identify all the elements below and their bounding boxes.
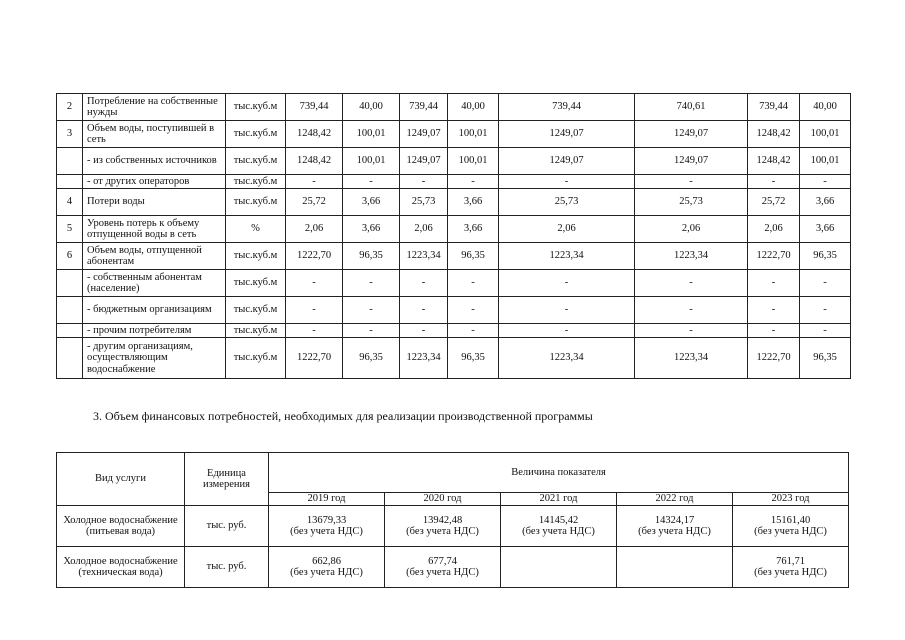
row-value: 3,66 bbox=[343, 189, 400, 216]
row-name: - бюджетным организациям bbox=[83, 297, 226, 324]
row-number: 3 bbox=[57, 121, 83, 148]
year-header: 2020 год bbox=[385, 493, 501, 506]
row-value: 1223,34 bbox=[400, 338, 448, 379]
row-value: 1249,07 bbox=[635, 121, 748, 148]
row-name: Потери воды bbox=[83, 189, 226, 216]
row-number bbox=[57, 338, 83, 379]
row-number bbox=[57, 175, 83, 189]
row-unit: тыс.куб.м bbox=[226, 94, 286, 121]
row-name: - от других операторов bbox=[83, 175, 226, 189]
table-row bbox=[57, 270, 851, 297]
row-unit: тыс.куб.м bbox=[226, 324, 286, 338]
row-value: 96,35 bbox=[343, 338, 400, 379]
row-name: - прочим потребителям bbox=[83, 324, 226, 338]
row-value: 739,44 bbox=[499, 94, 635, 121]
row-value: 25,73 bbox=[400, 189, 448, 216]
amount-cell bbox=[385, 506, 501, 547]
row-value: - bbox=[448, 297, 499, 324]
row-unit: тыс.куб.м bbox=[226, 148, 286, 175]
row-value: 96,35 bbox=[800, 243, 851, 270]
financial-needs-table bbox=[56, 452, 849, 588]
amount-cell bbox=[617, 547, 733, 588]
row-value: 25,72 bbox=[748, 189, 800, 216]
row-value: - bbox=[499, 297, 635, 324]
row-value: 1248,42 bbox=[286, 121, 343, 148]
row-value: - bbox=[400, 175, 448, 189]
service-unit: тыс. руб. bbox=[185, 547, 269, 588]
row-value: 100,01 bbox=[343, 121, 400, 148]
amount-cell bbox=[501, 547, 617, 588]
row-value: 1248,42 bbox=[748, 148, 800, 175]
row-number: 4 bbox=[57, 189, 83, 216]
row-value: 1222,70 bbox=[748, 243, 800, 270]
row-value: 1248,42 bbox=[748, 121, 800, 148]
row-value: 1222,70 bbox=[286, 338, 343, 379]
row-value: 739,44 bbox=[400, 94, 448, 121]
row-unit: тыс.куб.м bbox=[226, 297, 286, 324]
row-value: 1223,34 bbox=[499, 243, 635, 270]
row-value: 1223,34 bbox=[499, 338, 635, 379]
water-balance-table bbox=[56, 93, 851, 379]
table-header-row bbox=[57, 453, 849, 493]
amount-note: (без учета НДС) bbox=[406, 526, 479, 537]
row-value: - bbox=[286, 297, 343, 324]
amount-note: (без учета НДС) bbox=[754, 526, 827, 537]
table-row bbox=[57, 324, 851, 338]
amount-note: (без учета НДС) bbox=[290, 526, 363, 537]
row-value: - bbox=[343, 324, 400, 338]
service-name: Холодное водоснабжение (техническая вода) bbox=[57, 547, 185, 588]
table-row bbox=[57, 175, 851, 189]
amount-value: 761,71 bbox=[776, 555, 805, 567]
table-row bbox=[57, 547, 849, 588]
row-value: - bbox=[400, 324, 448, 338]
row-value: 25,73 bbox=[635, 189, 748, 216]
row-number bbox=[57, 297, 83, 324]
row-value: 1223,34 bbox=[635, 243, 748, 270]
row-number: 6 bbox=[57, 243, 83, 270]
row-name: - другим организациям, осуществляющим водоснабжение bbox=[83, 338, 226, 379]
row-value: - bbox=[343, 175, 400, 189]
row-value: 740,61 bbox=[635, 94, 748, 121]
header-unit: Единица измерения bbox=[185, 453, 269, 506]
row-unit: тыс.куб.м bbox=[226, 338, 286, 379]
row-value: - bbox=[400, 297, 448, 324]
row-unit: тыс.куб.м bbox=[226, 121, 286, 148]
row-name: Потребление на собственные нужды bbox=[83, 94, 226, 121]
amount-cell bbox=[733, 547, 849, 588]
row-value: - bbox=[448, 324, 499, 338]
section-3-title: 3. Объем финансовых потребностей, необходимых для реализации производственной программы bbox=[93, 409, 593, 423]
amount-value: 14145,42 bbox=[538, 514, 579, 526]
row-value: 1249,07 bbox=[635, 148, 748, 175]
row-number bbox=[57, 148, 83, 175]
row-value: 2,06 bbox=[635, 216, 748, 243]
row-unit: тыс.куб.м bbox=[226, 243, 286, 270]
row-value: 1249,07 bbox=[400, 148, 448, 175]
row-value: 2,06 bbox=[499, 216, 635, 243]
row-value: 1248,42 bbox=[286, 148, 343, 175]
row-value: - bbox=[800, 324, 851, 338]
amount-note: (без учета НДС) bbox=[522, 526, 595, 537]
year-header: 2022 год bbox=[617, 493, 733, 506]
row-value: 1222,70 bbox=[286, 243, 343, 270]
header-value: Величина показателя bbox=[269, 453, 849, 493]
row-value: - bbox=[748, 175, 800, 189]
row-value: - bbox=[499, 175, 635, 189]
row-value: 739,44 bbox=[748, 94, 800, 121]
row-value: 3,66 bbox=[800, 216, 851, 243]
amount-value: 13942,48 bbox=[422, 514, 463, 526]
amount-value: 15161,40 bbox=[770, 514, 811, 526]
row-value: 40,00 bbox=[448, 94, 499, 121]
row-value: - bbox=[448, 175, 499, 189]
row-unit: тыс.куб.м bbox=[226, 270, 286, 297]
table-row bbox=[57, 297, 851, 324]
table-row bbox=[57, 243, 851, 270]
row-value: - bbox=[800, 297, 851, 324]
row-value: 40,00 bbox=[343, 94, 400, 121]
row-unit: тыс.куб.м bbox=[226, 175, 286, 189]
row-value: 1222,70 bbox=[748, 338, 800, 379]
amount-cell bbox=[617, 506, 733, 547]
row-value: 96,35 bbox=[800, 338, 851, 379]
row-value: - bbox=[499, 270, 635, 297]
water-balance-table-body bbox=[57, 94, 851, 379]
service-name: Холодное водоснабжение (питьевая вода) bbox=[57, 506, 185, 547]
row-name: - из собственных источников bbox=[83, 148, 226, 175]
row-unit: % bbox=[226, 216, 286, 243]
row-value: 3,66 bbox=[343, 216, 400, 243]
row-number: 2 bbox=[57, 94, 83, 121]
row-unit: тыс.куб.м bbox=[226, 189, 286, 216]
header-service: Вид услуги bbox=[57, 453, 185, 506]
row-value: 25,73 bbox=[499, 189, 635, 216]
table-row bbox=[57, 338, 851, 379]
row-value: 2,06 bbox=[748, 216, 800, 243]
row-value: - bbox=[400, 270, 448, 297]
row-value: - bbox=[748, 270, 800, 297]
financial-needs-table-body bbox=[57, 506, 849, 588]
row-value: - bbox=[286, 324, 343, 338]
row-value: - bbox=[286, 175, 343, 189]
table-row bbox=[57, 216, 851, 243]
row-value: 25,72 bbox=[286, 189, 343, 216]
row-value: - bbox=[748, 324, 800, 338]
row-value: 739,44 bbox=[286, 94, 343, 121]
amount-cell bbox=[269, 506, 385, 547]
row-number: 5 bbox=[57, 216, 83, 243]
amount-value: 13679,33 bbox=[306, 514, 347, 526]
year-header: 2021 год bbox=[501, 493, 617, 506]
row-value: - bbox=[635, 270, 748, 297]
row-value: 100,01 bbox=[448, 121, 499, 148]
row-value: - bbox=[635, 175, 748, 189]
row-value: 1223,34 bbox=[635, 338, 748, 379]
row-value: - bbox=[635, 324, 748, 338]
row-value: 2,06 bbox=[400, 216, 448, 243]
row-value: - bbox=[286, 270, 343, 297]
row-number bbox=[57, 270, 83, 297]
amount-value: 662,86 bbox=[312, 555, 341, 567]
amount-cell bbox=[269, 547, 385, 588]
row-name: Объем воды, поступившей в сеть bbox=[83, 121, 226, 148]
amount-value: 14324,17 bbox=[654, 514, 695, 526]
row-value: - bbox=[343, 270, 400, 297]
row-value: 100,01 bbox=[800, 121, 851, 148]
row-value: 96,35 bbox=[448, 243, 499, 270]
table-row bbox=[57, 94, 851, 121]
row-value: 1249,07 bbox=[499, 121, 635, 148]
row-value: - bbox=[343, 297, 400, 324]
row-name: - собственным абонентам (население) bbox=[83, 270, 226, 297]
row-value: - bbox=[800, 270, 851, 297]
amount-cell bbox=[733, 506, 849, 547]
table-row bbox=[57, 121, 851, 148]
amount-note: (без учета НДС) bbox=[406, 567, 479, 578]
table-row bbox=[57, 189, 851, 216]
amount-note: (без учета НДС) bbox=[290, 567, 363, 578]
row-value: - bbox=[748, 297, 800, 324]
amount-cell bbox=[501, 506, 617, 547]
row-value: 100,01 bbox=[800, 148, 851, 175]
table-row bbox=[57, 506, 849, 547]
row-value: 100,01 bbox=[448, 148, 499, 175]
year-header: 2019 год bbox=[269, 493, 385, 506]
row-value: 40,00 bbox=[800, 94, 851, 121]
table-row bbox=[57, 148, 851, 175]
row-value: 2,06 bbox=[286, 216, 343, 243]
service-unit: тыс. руб. bbox=[185, 506, 269, 547]
row-value: 1223,34 bbox=[400, 243, 448, 270]
row-value: 1249,07 bbox=[499, 148, 635, 175]
amount-note: (без учета НДС) bbox=[754, 567, 827, 578]
row-value: - bbox=[635, 297, 748, 324]
row-value: 3,66 bbox=[448, 216, 499, 243]
year-header: 2023 год bbox=[733, 493, 849, 506]
row-value: - bbox=[448, 270, 499, 297]
row-value: 100,01 bbox=[343, 148, 400, 175]
amount-value: 677,74 bbox=[428, 555, 457, 567]
row-name: Уровень потерь к объему отпущенной воды в сеть bbox=[83, 216, 226, 243]
row-value: 96,35 bbox=[448, 338, 499, 379]
row-name: Объем воды, отпущенной абонентам bbox=[83, 243, 226, 270]
amount-note: (без учета НДС) bbox=[638, 526, 711, 537]
row-value: - bbox=[499, 324, 635, 338]
amount-cell bbox=[385, 547, 501, 588]
row-value: 3,66 bbox=[800, 189, 851, 216]
row-number bbox=[57, 324, 83, 338]
row-value: 3,66 bbox=[448, 189, 499, 216]
row-value: 96,35 bbox=[343, 243, 400, 270]
row-value: 1249,07 bbox=[400, 121, 448, 148]
row-value: - bbox=[800, 175, 851, 189]
